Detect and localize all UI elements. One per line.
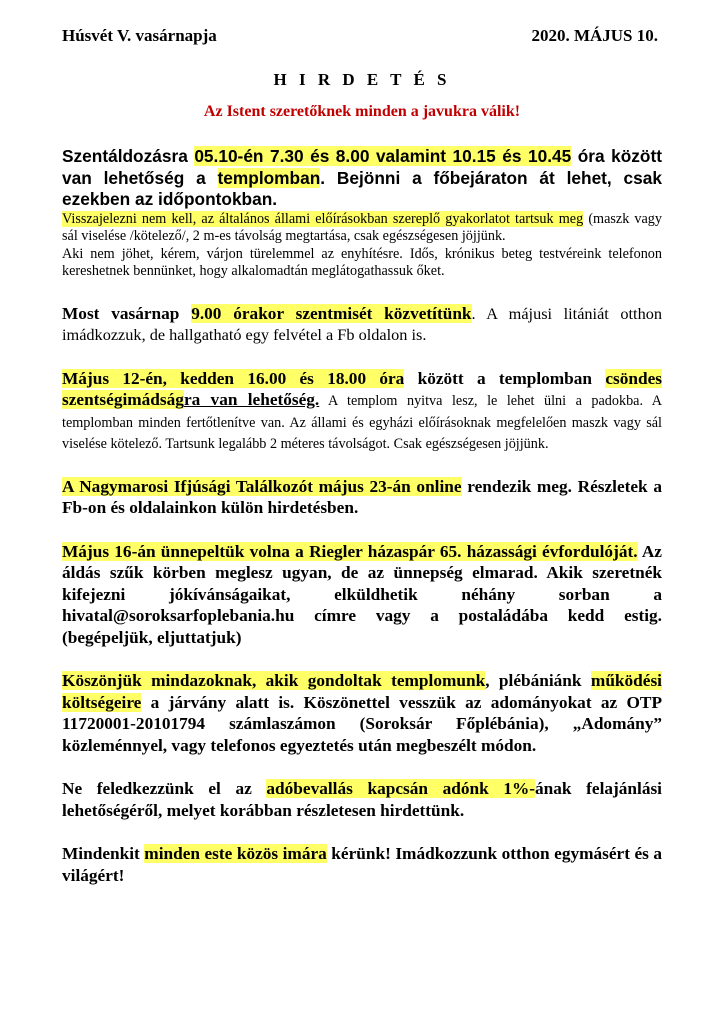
- text: ának felajánlási lehetőségéről, melyet korábban részletesen hirdettünk.: [62, 779, 662, 820]
- header-date: 2020. MÁJUS 10.: [531, 26, 658, 45]
- highlight: templomban: [217, 167, 321, 188]
- highlight: A Nagymarosi Ifjúsági Találkozót május 23-án online: [62, 476, 462, 496]
- text: (maszk vagy sál viselése /kötelező/, 2 m-es távolság megtartása, csak egészségesen jöjjünk.: [62, 210, 662, 244]
- communion-note: Aki nem jöhet, kérem, várjon türelemmel az enyhítésre. Idős, krónikus beteg testvéreink telefonon kereshetnek bennünket, hogy alkalomadtán meglátogathassuk őket.: [62, 245, 662, 279]
- text: . Bejönni a főbejáraton át lehet, csak ezekben az időpontokban.: [62, 167, 663, 209]
- adoration-announcement: [62, 368, 662, 454]
- text: Ne feledkezzünk el az: [62, 779, 267, 798]
- youth-meeting: [62, 476, 662, 519]
- page-title: H I R D E T É S: [273, 70, 451, 89]
- highlight: Visszajelezni nem kell, az általános állami előírásokban szereplő gyakorlatot tartsuk meg: [62, 210, 584, 227]
- header: [62, 26, 662, 50]
- communion-details: [62, 211, 662, 246]
- text: óra között van lehetőség a: [62, 146, 662, 188]
- text: rendezik meg. Részletek a Fb-on és oldalainkon külön hirdetésben.: [62, 476, 662, 517]
- communion-announcement: [62, 146, 662, 211]
- text: a járvány alatt is. Köszönettel vesszük az adományokat az OTP 11720001-20101794 számlaszámon (Soroksár Főplébánia), „Adomány” közleménnyel, vagy telefonos egyeztetés után megbeszélt módon.: [62, 692, 662, 755]
- text: kérünk! Imádkozzunk otthon egymásért és a világért!: [62, 844, 663, 885]
- motto: Az Istent szeretőknek minden a javukra válik!: [203, 103, 521, 120]
- text: Az áldás szűk körben meglesz ugyan, de az ünnepség elmarad. Akik szeretnék kifejezni jókívánságaikat, elküldhetik néhány sorban a hivatal@soroksarfoplebania.hu címre vagy a postaládába kedd estig. (begépeljük, eljuttatjuk): [62, 541, 662, 647]
- text: Szentáldozásra: [62, 146, 195, 166]
- highlight: Május 16-án ünnepeltük volna a Riegler házaspár 65. házassági évfordulóját.: [62, 541, 638, 561]
- header-sunday: Húsvét V. vasárnapja: [62, 26, 217, 45]
- highlight: 9.00 órakor szentmisét közvetítünk: [191, 303, 472, 323]
- highlight: 05.10-én 7.30 és 8.00 valamint 10.15 és 10.45: [194, 146, 572, 166]
- highlight: minden este közös imára: [144, 844, 327, 863]
- text: Most vasárnap: [62, 303, 192, 323]
- highlight: adóbevallás kapcsán adónk 1%-: [266, 779, 536, 798]
- highlight: működési költségeire: [62, 671, 662, 712]
- donation-thanks: [62, 670, 662, 756]
- highlight: Május 12-én, kedden 16.00 és 18.00 óra: [62, 368, 405, 388]
- text: . A májusi litániát otthon imádkozzuk, de hallgatható egy felvétel a Fb oldalon is.: [62, 303, 662, 344]
- text: , plébániánk: [485, 671, 591, 690]
- text: Mindenkit: [62, 844, 145, 863]
- prayer-request: [62, 843, 662, 886]
- highlight: csöndes szentségimádság: [62, 368, 662, 409]
- text: A templom nyitva lesz, le lehet ülni a padokba. A templomban minden fertőtlenítve van. Az állami és egyházi előírásoknak megfelelően maszk vagy sál viselése kötelező. Tartsunk legalább 2 méteres távolságot. Csak egészségesen jöjjünk.: [62, 393, 662, 452]
- announcement-body: [62, 146, 662, 886]
- tax-offer-reminder: [62, 778, 662, 821]
- anniversary-announcement: [62, 541, 662, 649]
- mass-broadcast: [62, 303, 662, 346]
- highlight: Köszönjük mindazoknak, akik gondoltak templomunk: [62, 671, 486, 690]
- text: között a templomban: [404, 368, 606, 388]
- text: ra van lehetőség.: [183, 390, 320, 409]
